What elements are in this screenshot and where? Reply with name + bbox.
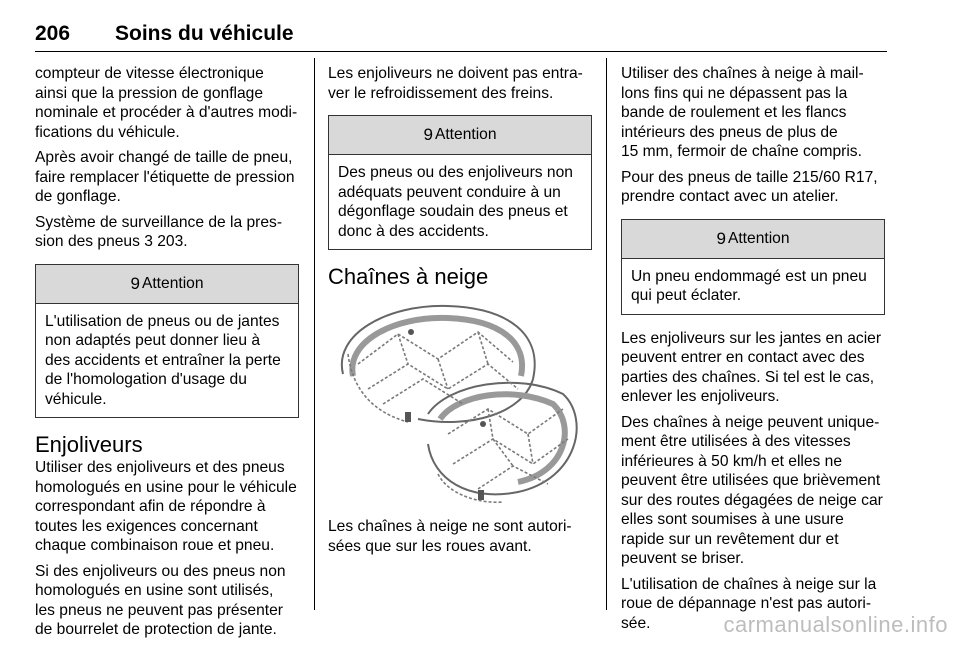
- warning-box-3: [621, 219, 885, 315]
- col3-para2: Pour des pneus de taille 215/60 R17, prendre contact avec un atelier.: [621, 168, 878, 205]
- col3-para1: Utiliser des chaînes à neige à mail- lons fins qui ne dépassent pas la bande de roulement et les flancs intérieurs des pneus de plus de 15 mm, fermoir de chaîne compris.: [621, 65, 864, 160]
- warning-box-2: [328, 115, 592, 250]
- col2-para2: Les chaînes à neige ne sont autori- sées que sur les roues avant.: [328, 518, 572, 555]
- section-title: Soins du véhicule: [115, 22, 294, 45]
- col1-para4: Utiliser des enjoliveurs et des pneus homologués en usine pour le véhicule correspondant afin de répondre à toutes les exigences concernant chaque combinaison roue et pneu.: [35, 459, 297, 554]
- column-2: [328, 64, 593, 562]
- warning-title: Attention: [434, 126, 497, 144]
- warning-title: Attention: [727, 229, 790, 247]
- header-rule: [35, 51, 887, 52]
- col1-para2: Après avoir changé de taille de pneu, faire remplacer l'étiquette de pression de gonflage.: [35, 149, 295, 205]
- col3-para5: L'utilisation de chaînes à neige sur la roue de dépannage n'est pas autori- sée.: [621, 575, 877, 632]
- warning-header: [36, 265, 298, 304]
- watermark: carmanualsonline.info: [723, 612, 948, 637]
- col1-para3: Système de surveillance de la pres- sion des pneus 3 203.: [35, 213, 283, 250]
- col3-para4: Des chaînes à neige peuvent unique- ment être utilisées à des vitesses inférieures à 50 km/h et elles ne peuvent être utilisées que brièvement sur des routes dégagées de neige car elles sont soumises à une usure rapide sur un revêtement dur et peuvent se briser.: [621, 413, 883, 567]
- col3-para3: Les enjoliveurs sur les jantes en acier peuvent entrer en contact avec des parties des chaînes. Si tel est le cas, enlever les enjoliveurs.: [621, 329, 882, 405]
- column-divider-2: [606, 58, 607, 610]
- warning-box-1: [35, 264, 299, 419]
- column-1: [35, 64, 300, 646]
- col2-para1: Les enjoliveurs ne doivent pas entra- ver le refroidissement des freins.: [328, 65, 583, 102]
- warning-header: [329, 116, 591, 155]
- column-divider-1: [314, 58, 315, 610]
- warning-title: Attention: [141, 274, 204, 292]
- warning-header: [622, 220, 884, 259]
- warning-text: Des pneus ou des enjoliveurs non adéquats peuvent conduire à un dégonflage soudain des pneus et donc à des accidents.: [338, 164, 573, 240]
- warning-triangle-icon: 9: [130, 273, 140, 293]
- col1-para5: Si des enjoliveurs ou des pneus non homologués en usine sont utilisés, les pneus ne peuvent pas présenter de bourrelet de protection de jante.: [35, 562, 286, 638]
- heading-enjoliveurs: Enjoliveurs: [35, 432, 143, 457]
- page-ref-link[interactable]: 203.: [152, 233, 188, 250]
- col1-para1: compteur de vitesse électronique ainsi que la pression de gonflage nominale et procéder à d'autres modi- fications du véhicule.: [35, 65, 298, 141]
- heading-chaines-a-neige: Chaînes à neige: [328, 264, 489, 289]
- page-ref-arrow-icon: 3: [144, 233, 153, 250]
- page-number: 206: [35, 22, 71, 45]
- snow-chains-illustration: [328, 294, 583, 509]
- warning-text: L'utilisation de pneus ou de jantes non adaptés peut donner lieu à des accidents et entraîner la perte de l'homologation d'usage du véhicule.: [45, 312, 281, 408]
- warning-text: Un pneu endommagé est un pneu qui peut éclater.: [631, 267, 867, 304]
- warning-triangle-icon: 9: [716, 228, 726, 248]
- column-3: [621, 64, 887, 639]
- warning-triangle-icon: 9: [423, 125, 433, 145]
- page-header: [35, 22, 887, 52]
